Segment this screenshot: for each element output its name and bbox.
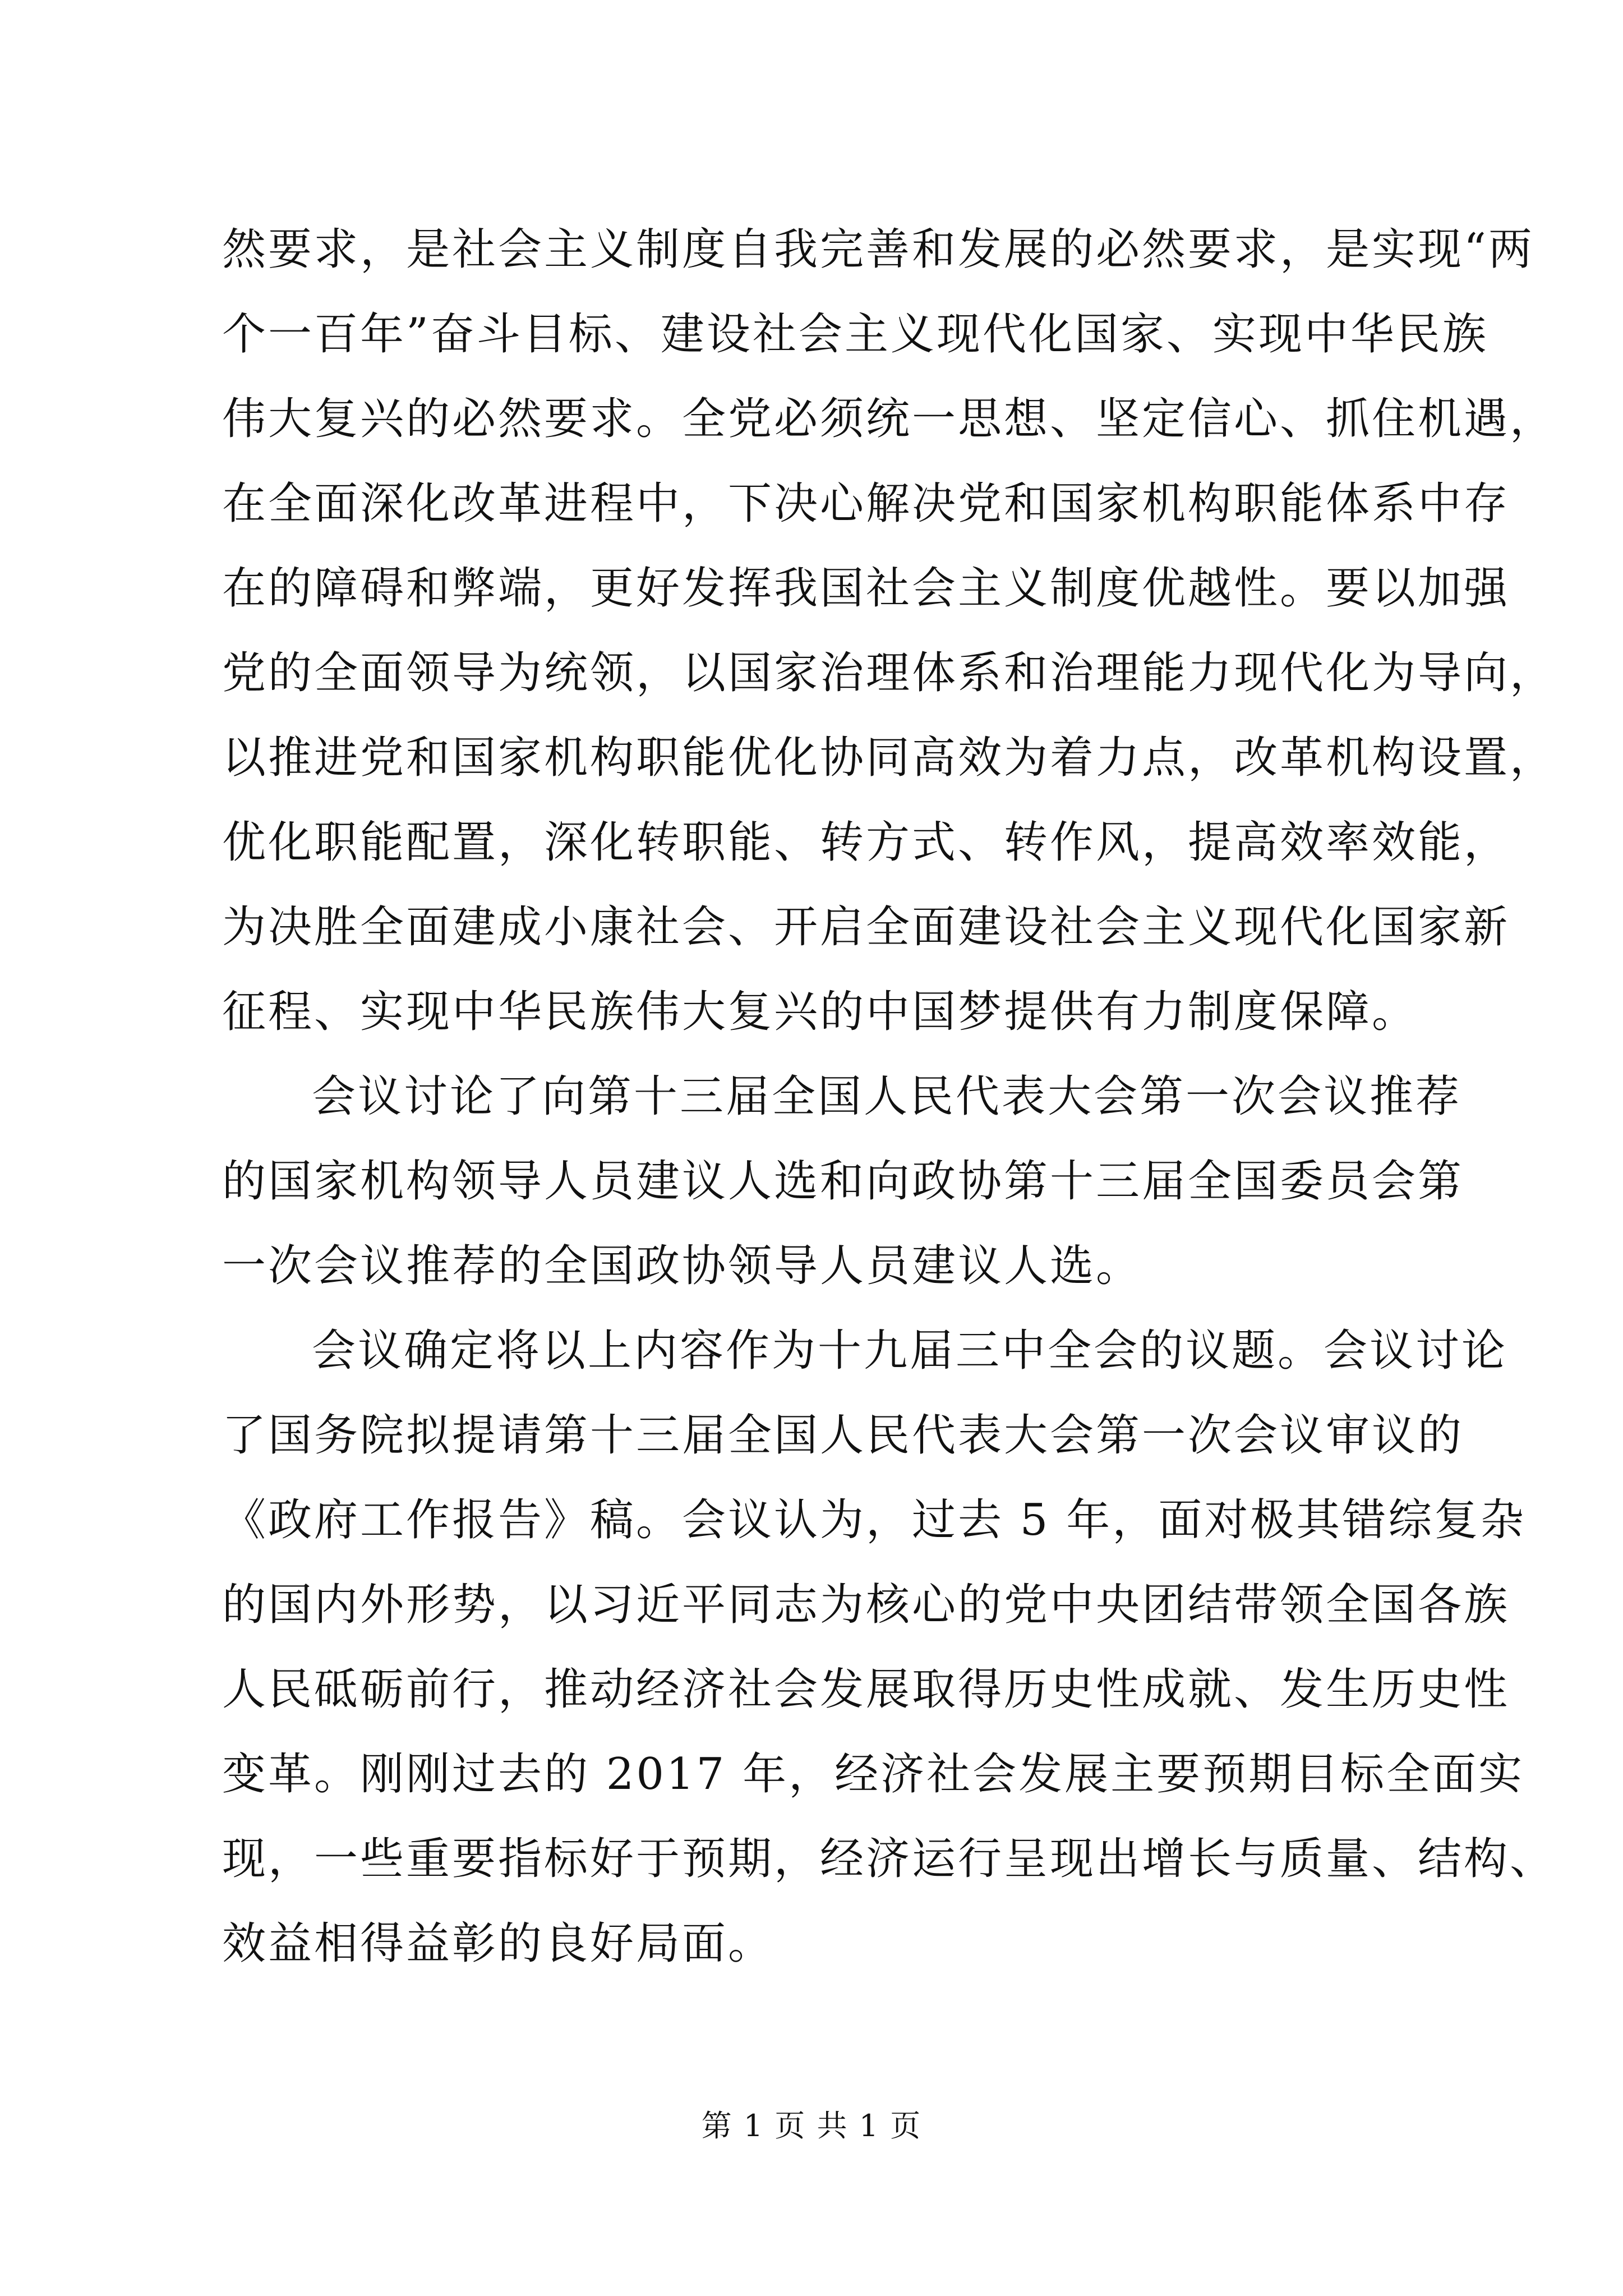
text-line: 优化职能配置，深化转职能、转方式、转作风，提高效率效能， [222,817,1510,868]
text-line: 伟大复兴的必然要求。全党必须统一思想、坚定信心、抓住机遇， [222,394,1556,444]
text-line: 然要求，是社会主义制度自我完善和发展的必然要求，是实现“两 [222,224,1534,275]
page-number-label: 第 1 页 共 1 页 [701,2108,922,2143]
text-line: 现，一些重要指标好于预期，经济运行呈现出增长与质量、结构、 [222,1834,1556,1884]
text-line: 征程、实现中华民族伟大复兴的中国梦提供有力制度保障。 [222,987,1418,1037]
text-line: 效益相得益彰的良好局面。 [222,1918,774,1969]
text-line: 个一百年”奋斗目标、建设社会主义现代化国家、实现中华民族 [222,309,1488,360]
text-line: 会议确定将以上内容作为十九届三中全会的议题。会议讨论 [312,1326,1508,1376]
text-line: 会议讨论了向第十三届全国人民代表大会第一次会议推荐 [312,1071,1462,1122]
text-line: 在的障碍和弊端，更好发挥我国社会主义制度优越性。要以加强 [222,563,1510,614]
paragraph [222,1055,1464,1309]
text-line: 的国内外形势，以习近平同志为核心的党中央团结带领全国各族 [222,1580,1510,1630]
text-line: 党的全面领导为统领，以国家治理体系和治理能力现代化为导向， [222,648,1556,698]
document-body [222,208,1556,1986]
text-line: 一次会议推荐的全国政协领导人员建议人选。 [222,1241,1142,1291]
text-line: 人民砥砺前行，推动经济社会发展取得历史性成就、发生历史性 [222,1664,1510,1715]
text-line: 《政府工作报告》稿。会议认为，过去 5 年，面对极其错综复杂 [222,1495,1527,1545]
paragraph [222,208,1556,1055]
paragraph [222,1309,1556,1986]
text-line: 变革。刚刚过去的 2017 年，经济社会发展主要预期目标全面实 [222,1749,1525,1800]
text-line: 了国务院拟提请第十三届全国人民代表大会第一次会议审议的 [222,1410,1464,1461]
page-footer [0,2106,1623,2146]
text-line: 的国家机构领导人员建议人选和向政协第十三届全国委员会第 [222,1156,1464,1207]
text-line: 以推进党和国家机构职能优化协同高效为着力点，改革机构设置， [222,733,1556,783]
text-line: 为决胜全面建成小康社会、开启全面建设社会主义现代化国家新 [222,902,1510,953]
text-line: 在全面深化改革进程中，下决心解决党和国家机构职能体系中存 [222,478,1510,529]
